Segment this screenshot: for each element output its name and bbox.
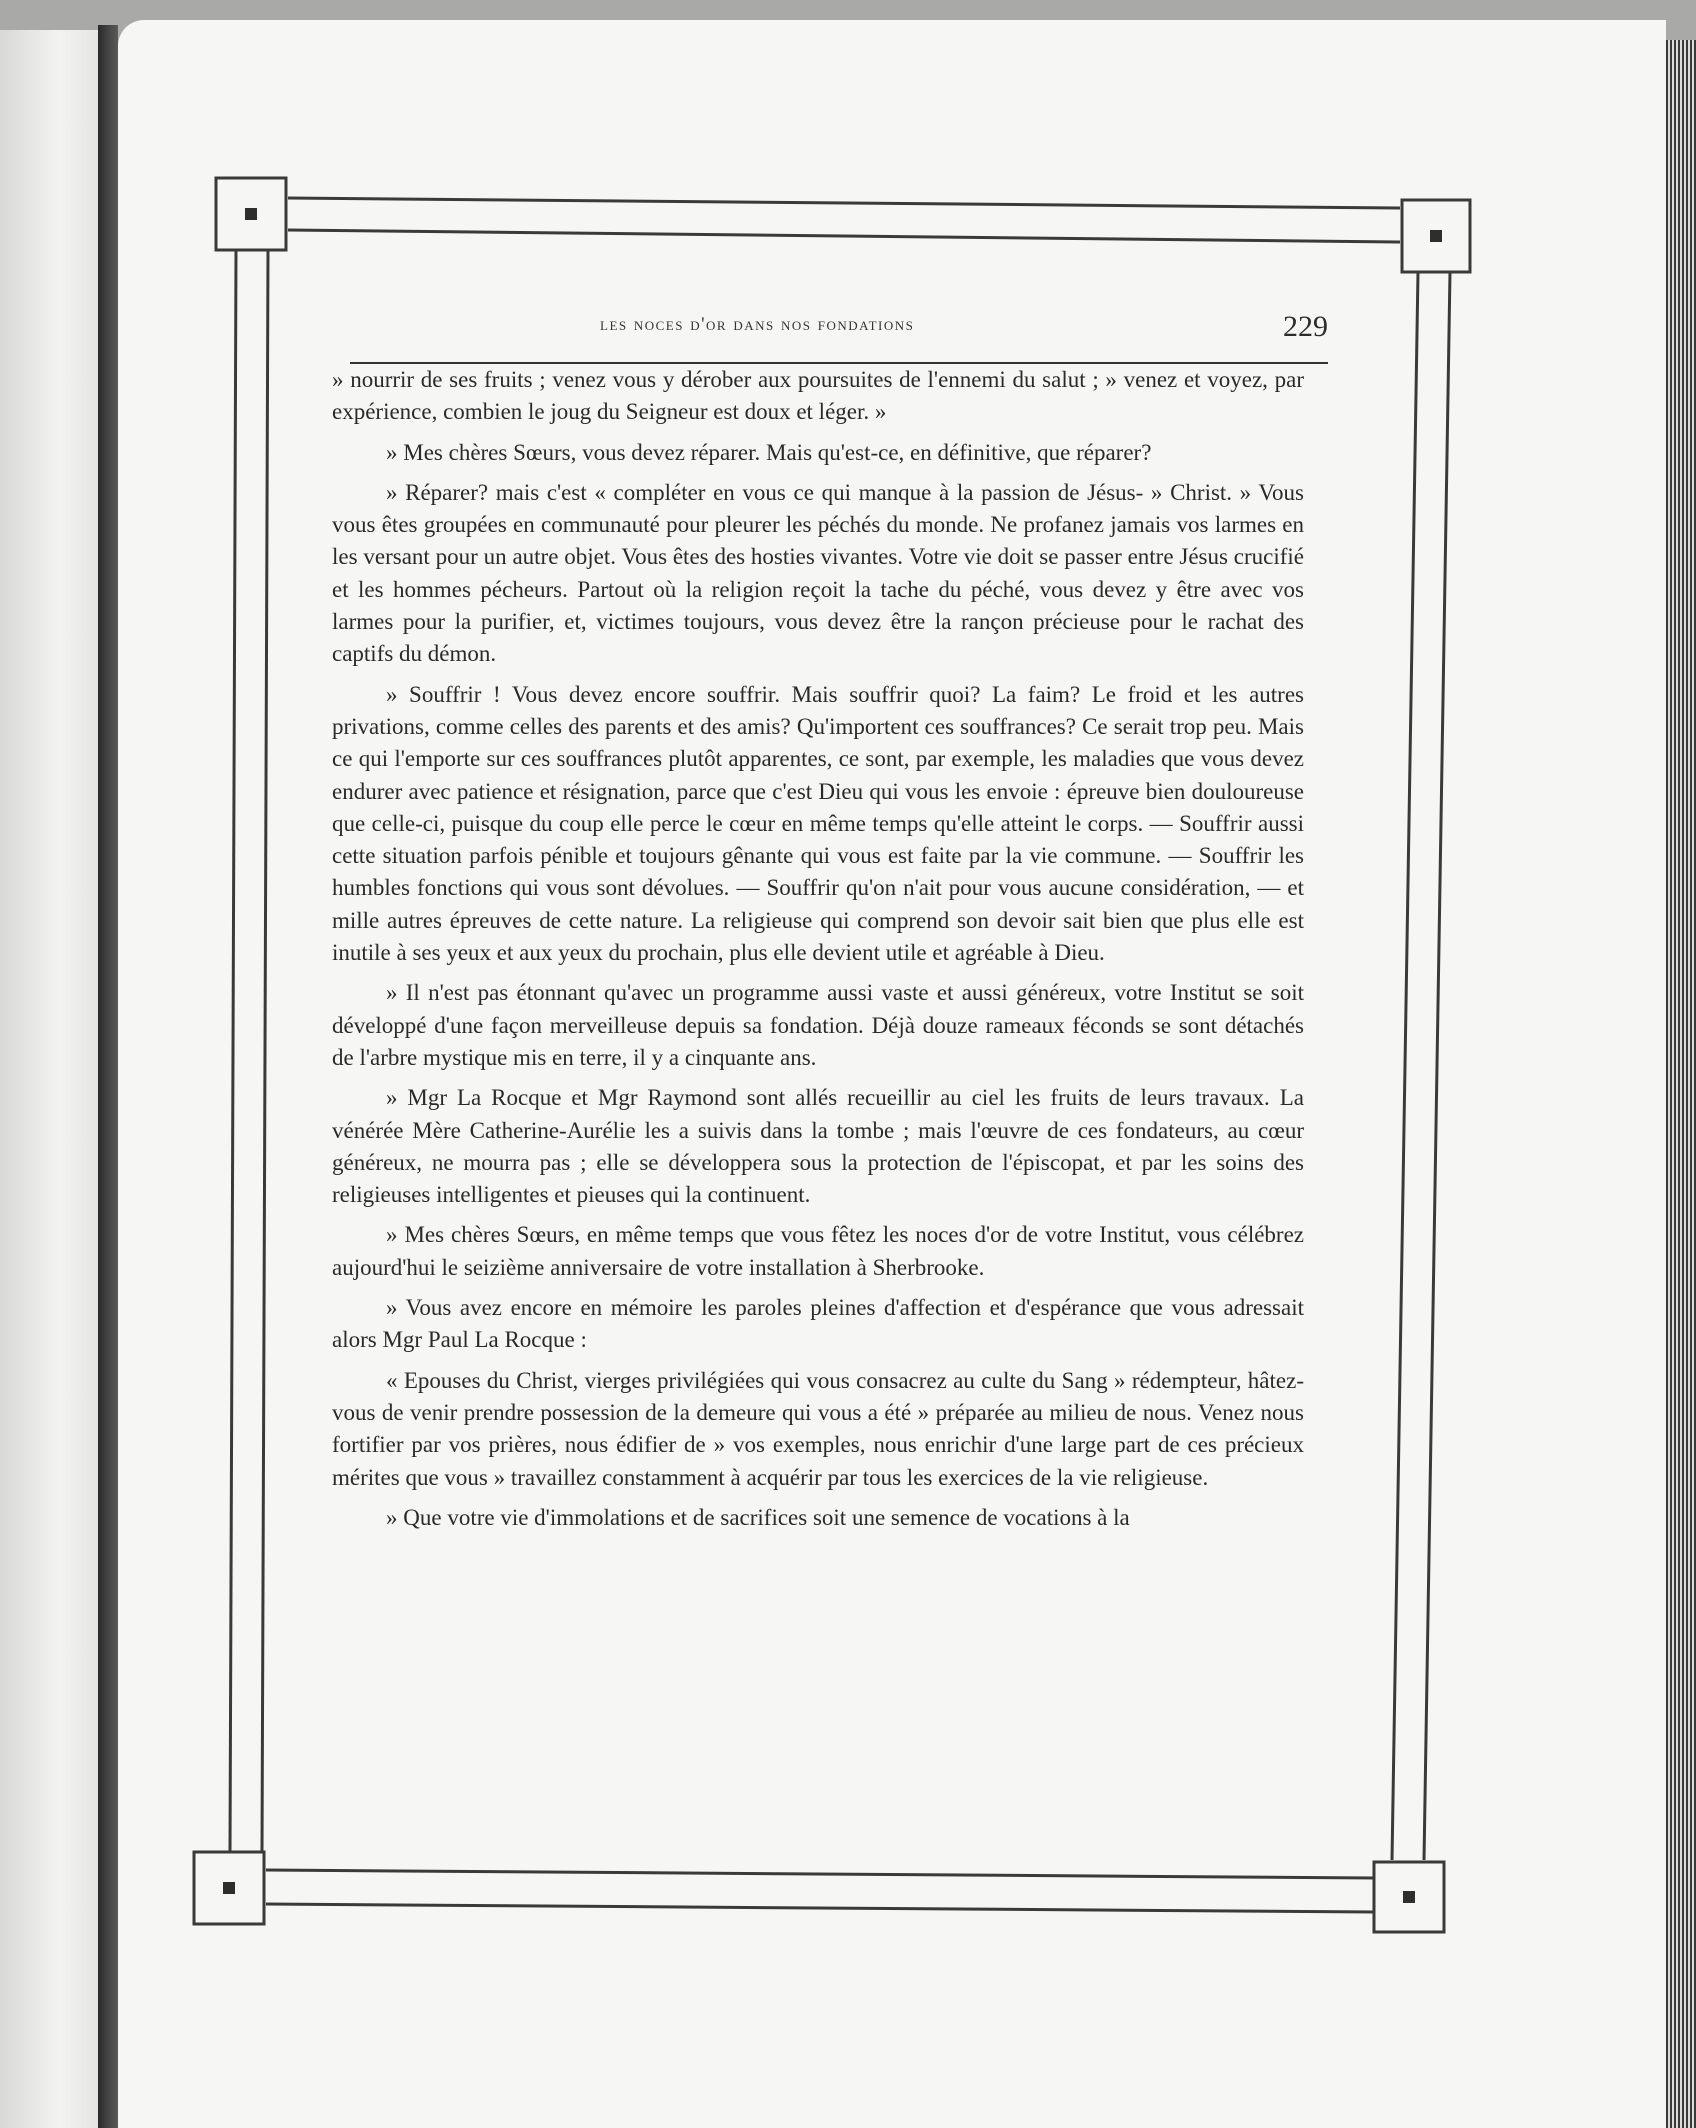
quotation: « Epouses du Christ, vierges privilégiées qui vous consacrez au culte du Sang » rédempteur, hâtez-vous de venir prendre possession de la demeure qui vous a été » préparée au milieu de nous. Venez nous fortifier par vos prières, nous édifier de » vos exemples, nous enrichir d'une large part de ces précieux mérites que vous » travaillez constamment à acquérir par tous les exercices de la vie religieuse.	[332, 1367, 1304, 1490]
corner-ornament-bottom-right	[1403, 1891, 1415, 1903]
corner-ornament-bottom-left	[223, 1882, 235, 1894]
paragraph: » Mgr La Rocque et Mgr Raymond sont allés recueillir au ciel les fruits de leurs travaux. La vénérée Mère Catherine-Aurélie les a suivis dans la tombe ; mais l'œuvre de ces fondateurs, au cœur généreux, ne mourra pas ; elle se développera sous la protection de l'épiscopat, et par les soins des religieuses intelligentes et pieuses qui la continuent.	[332, 1085, 1304, 1208]
page-header	[350, 310, 1328, 364]
paragraph: » Souffrir ! Vous devez encore souffrir. Mais souffrir quoi? La faim? Le froid et les autres privations, comme celles des parents et des amis? Qu'importent ces souffrances? Ce serait trop peu. Mais ce qui l'emporte sur ces souffrances plutôt apparentes, ce sont, par exemple, les maladies que vous devez endurer avec patience et résignation, parce que c'est Dieu qui vous les envoie : épreuve bien douloureuse que celle-ci, puisque du coup elle perce le cœur en même temps qu'elle atteint le corps. — Souffrir aussi cette situation parfois pénible et toujours gênante qui vous est faite par la vie commune. — Souffrir les humbles fonctions qui vous sont dévolues. — Souffrir qu'on n'ait pour vous aucune considération, — et mille autres épreuves de cette nature. La religieuse qui comprend son devoir sait bien que plus elle est inutile à ses yeux et aux yeux du prochain, plus elle devient utile et agréable à Dieu.	[332, 681, 1304, 966]
body-text	[332, 364, 1304, 1542]
paragraph: » Vous avez encore en mémoire les paroles pleines d'affection et d'espérance que vous adressait alors Mgr Paul La Rocque :	[332, 1295, 1304, 1353]
paragraph: » Que votre vie d'immolations et de sacrifices soit une semence de vocations à la	[386, 1504, 1130, 1530]
corner-ornament-top-left	[245, 208, 257, 220]
page-number: 229	[1283, 310, 1328, 343]
paragraph: » Réparer? mais c'est « compléter en vous ce qui manque à la passion de Jésus- » Christ. » Vous vous êtes groupées en communauté pour pleurer les péchés du monde. Ne profanez jamais vos larmes en les versant pour un autre objet. Vous êtes des hosties vivantes. Votre vie doit se passer entre Jésus crucifié et les hommes pécheurs. Partout où la religion reçoit la tache du péché, vous devez y être avec vos larmes pour la purifier, et, victimes toujours, vous devez être la rançon précieuse pour le rachat des captifs du démon.	[332, 479, 1304, 667]
corner-ornament-top-right	[1430, 230, 1442, 242]
running-head: les noces d'or dans nos fondations	[600, 314, 915, 335]
paragraph: » nourrir de ses fruits ; venez vous y dérober aux poursuites de l'ennemi du salut ; » venez et voyez, par expérience, combien le joug du Seigneur est doux et léger. »	[332, 367, 1304, 425]
paragraph: » Mes chères Sœurs, vous devez réparer. Mais qu'est-ce, en définitive, que réparer?	[386, 439, 1152, 465]
paragraph: » Il n'est pas étonnant qu'avec un programme aussi vaste et aussi généreux, votre Institut se soit développé d'une façon merveilleuse depuis sa fondation. Déjà douze rameaux féconds se sont détachés de l'arbre mystique mis en terre, il y a cinquante ans.	[332, 980, 1304, 1070]
paragraph: » Mes chères Sœurs, en même temps que vous fêtez les noces d'or de votre Institut, vous célébrez aujourd'hui le seizième anniversaire de votre installation à Sherbrooke.	[332, 1222, 1304, 1280]
